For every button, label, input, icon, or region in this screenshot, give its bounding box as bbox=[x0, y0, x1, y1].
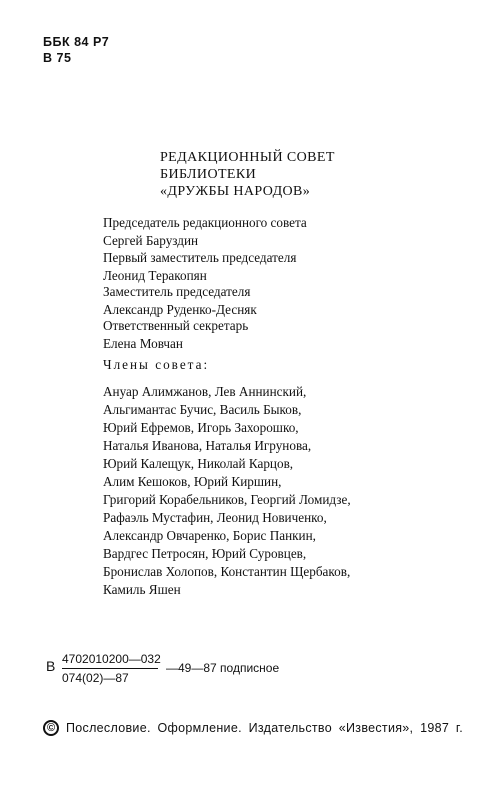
members-line: Юрий Ефремов, Игорь Захорошко, bbox=[103, 420, 299, 435]
role-deputy bbox=[103, 283, 257, 319]
index-letter: В bbox=[46, 658, 56, 674]
role-name: Елена Мовчан bbox=[103, 336, 183, 351]
copyright-text: Послесловие. Оформление. Издательство «Известия», 1987 г. bbox=[66, 721, 463, 735]
role-title: Заместитель председателя bbox=[103, 284, 251, 299]
index-denominator: 074(02)—87 bbox=[62, 671, 129, 685]
role-title: Первый заместитель председателя bbox=[103, 250, 297, 265]
members-list bbox=[103, 383, 351, 599]
members-line: Наталья Иванова, Наталья Игрунова, bbox=[103, 438, 312, 453]
index-numerator: 4702010200—032 bbox=[62, 652, 161, 666]
role-title: Ответственный секретарь bbox=[103, 318, 249, 333]
members-line: Вардгес Петросян, Юрий Суровцев, bbox=[103, 546, 307, 561]
members-line: Александр Овчаренко, Борис Панкин, bbox=[103, 528, 316, 543]
members-line: Альгимантас Бучис, Василь Быков, bbox=[103, 402, 302, 417]
bbk-code: ББК 84 Р7 bbox=[43, 35, 110, 49]
members-line: Ануар Алимжанов, Лев Аннинский, bbox=[103, 384, 307, 399]
members-line: Юрий Калещук, Николай Карцов, bbox=[103, 456, 294, 471]
role-name: Александр Руденко-Десняк bbox=[103, 302, 257, 317]
role-chairman bbox=[103, 214, 307, 250]
council-title-line-1: РЕДАКЦИОННЫЙ СОВЕТ bbox=[160, 150, 335, 165]
role-name: Леонид Теракопян bbox=[103, 268, 207, 283]
author-sign: В 75 bbox=[43, 51, 72, 65]
role-secretary bbox=[103, 317, 248, 353]
role-name: Сергей Баруздин bbox=[103, 233, 199, 248]
members-heading: Члены совета: bbox=[103, 357, 210, 372]
copyright-icon: © bbox=[43, 720, 59, 736]
index-fraction-line bbox=[62, 668, 158, 669]
index-tail: —49—87 подписное bbox=[166, 661, 280, 675]
members-line: Бронислав Холопов, Константин Щербаков, bbox=[103, 564, 351, 579]
members-line: Камиль Яшен bbox=[103, 582, 181, 597]
council-title-line-2: БИБЛИОТЕКИ bbox=[160, 167, 257, 182]
council-title-line-3: «ДРУЖБЫ НАРОДОВ» bbox=[160, 184, 311, 199]
members-line: Рафаэль Мустафин, Леонид Новиченко, bbox=[103, 510, 327, 525]
role-title: Председатель редакционного совета bbox=[103, 215, 307, 230]
members-line: Григорий Корабельников, Георгий Ломидзе, bbox=[103, 492, 351, 507]
members-line: Алим Кешоков, Юрий Киршин, bbox=[103, 474, 282, 489]
role-first-deputy bbox=[103, 249, 296, 285]
